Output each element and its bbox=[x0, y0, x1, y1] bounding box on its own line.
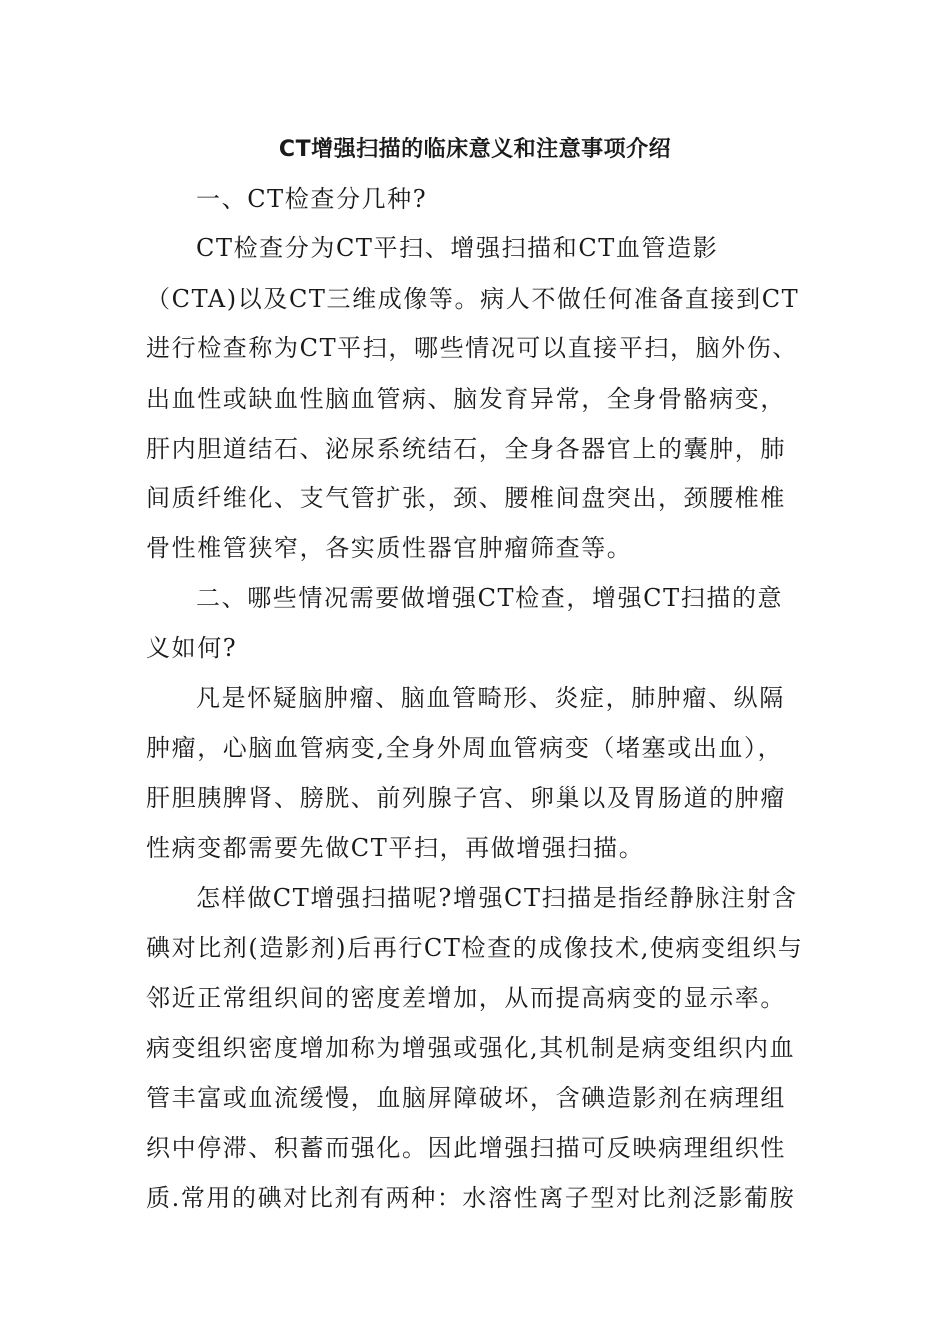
paragraph-line: 间质纤维化、支气管扩张，颈、腰椎间盘突出，颈腰椎椎 bbox=[146, 484, 786, 512]
paragraph-line: 进行检查称为CT平扫，哪些情况可以直接平扫，脑外伤、 bbox=[146, 334, 798, 362]
paragraph-line: 怎样做CT增强扫描呢?增强CT扫描是指经静脉注射含 bbox=[196, 884, 798, 912]
paragraph-line: 病变组织密度增加称为增强或强化,其机制是病变组织内血 bbox=[146, 1034, 796, 1062]
paragraph-line: 邻近正常组织间的密度差增加，从而提高病变的显示率。 bbox=[146, 984, 786, 1012]
paragraph-line: 肝胆胰脾肾、膀胱、前列腺子宫、卵巢以及胃肠道的肿瘤 bbox=[146, 784, 786, 812]
paragraph-line: 管丰富或血流缓慢，血脑屏障破坏，含碘造影剂在病理组 bbox=[146, 1084, 786, 1112]
paragraph-line: 织中停滞、积蓄而强化。因此增强扫描可反映病理组织性 bbox=[146, 1134, 786, 1162]
paragraph-line: 骨性椎管狭窄，各实质性器官肿瘤筛查等。 bbox=[146, 534, 633, 562]
paragraph-line: 性病变都需要先做CT平扫，再做增强扫描。 bbox=[146, 834, 645, 862]
paragraph-line: 出血性或缺血性脑血管病、脑发育异常，全身骨骼病变， bbox=[146, 385, 786, 413]
paragraph-line: 质.常用的碘对比剂有两种：水溶性离子型对比剂泛影葡胺 bbox=[146, 1184, 796, 1212]
section-heading-2: 二、哪些情况需要做增强CT检查，增强CT扫描的意 bbox=[196, 584, 784, 612]
paragraph-line: 碘对比剂(造影剂)后再行CT检查的成像技术,使病变组织与 bbox=[146, 934, 804, 962]
paragraph-line: （CTA)以及CT三维成像等。病人不做任何准备直接到CT bbox=[146, 285, 800, 313]
paragraph-line: 肝内胆道结石、泌尿系统结石，全身各器官上的囊肿，肺 bbox=[146, 435, 786, 463]
paragraph-line: CT检查分为CT平扫、增强扫描和CT血管造影 bbox=[196, 234, 719, 262]
section-heading-2-continued: 义如何? bbox=[146, 634, 238, 662]
document-title: CT增强扫描的临床意义和注意事项介绍 bbox=[278, 137, 672, 162]
section-heading-1: 一、CT检查分几种? bbox=[196, 185, 428, 213]
paragraph-line: 凡是怀疑脑肿瘤、脑血管畸形、炎症，肺肿瘤、纵隔 bbox=[196, 684, 785, 712]
paragraph-line: 肿瘤，心脑血管病变,全身外周血管病变（堵塞或出血）， bbox=[146, 734, 784, 762]
